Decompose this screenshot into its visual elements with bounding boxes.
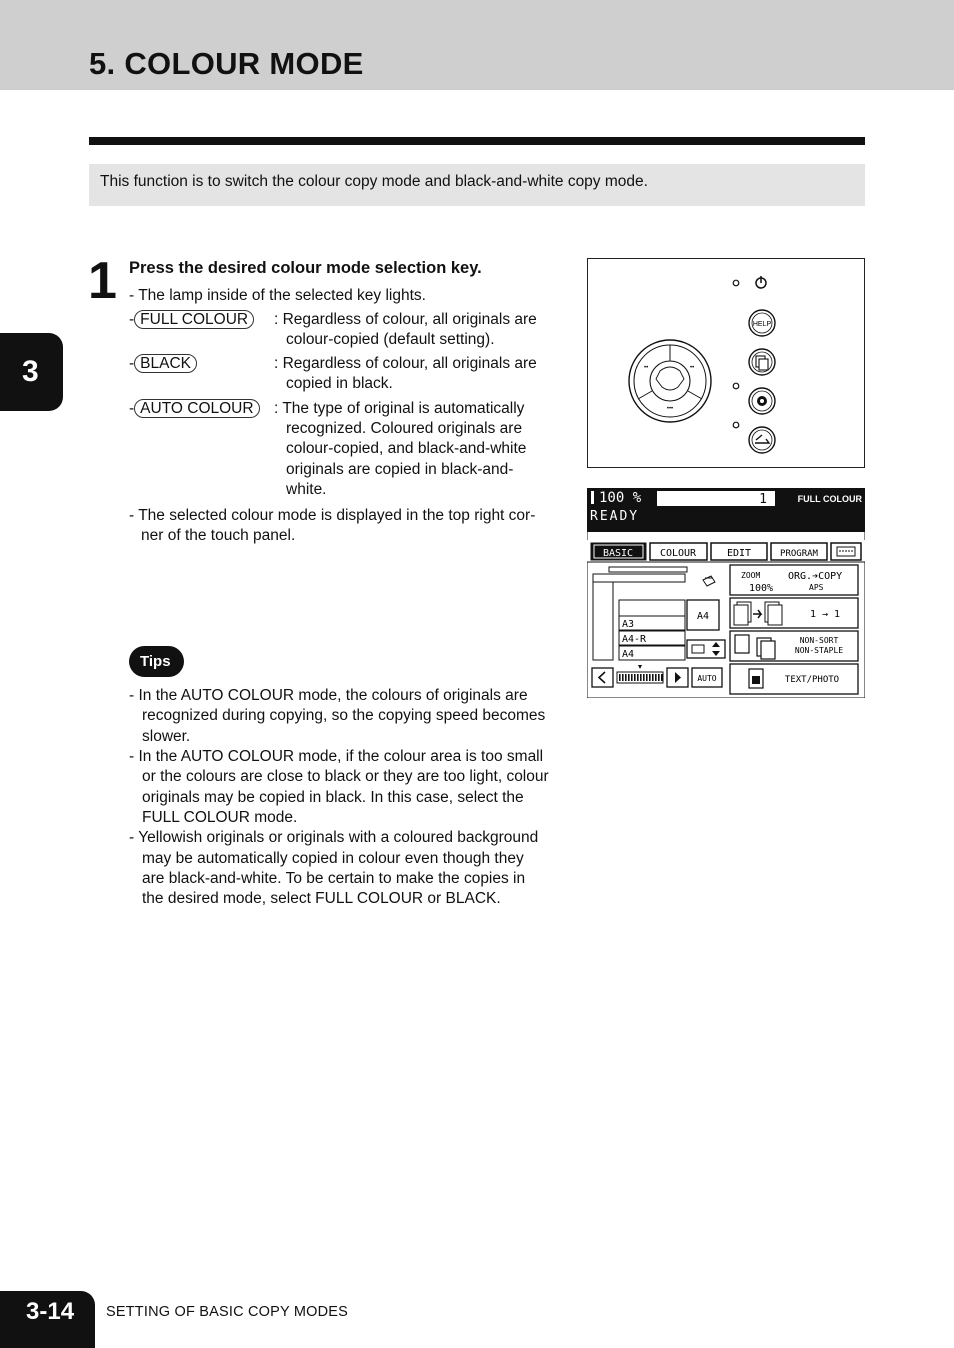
- exposure-tick: [637, 674, 639, 681]
- sort-staple-button[interactable]: [730, 631, 858, 661]
- step-number: 1: [88, 252, 117, 310]
- exposure-tick: [658, 674, 660, 681]
- key-full-colour: [129, 310, 254, 330]
- duplex-value: 1 → 1: [809, 609, 841, 620]
- key-auto-colour: [129, 399, 260, 419]
- tips-badge: [129, 646, 184, 677]
- tip-2-line-3: originals may be copied in black. In this case, select the: [142, 789, 524, 806]
- exposure-tick: [640, 674, 642, 681]
- exposure-tick: [643, 674, 645, 681]
- key-prefix: -: [129, 400, 135, 417]
- exposure-darker-button[interactable]: [667, 668, 688, 687]
- control-panel-illustration: [587, 258, 865, 468]
- exposure-tick: [622, 674, 624, 681]
- tip-3-line-2: may be automatically copied in colour even though they: [142, 850, 524, 867]
- dial-mark: ••: [644, 365, 649, 371]
- duplex-button[interactable]: [730, 598, 858, 628]
- auto-colour-desc-3: colour-copied, and black-and-white: [286, 440, 527, 457]
- auto-colour-desc-4: originals are copied in black-and-: [286, 461, 514, 478]
- exposure-tick: [628, 674, 630, 681]
- original-mode-button[interactable]: [730, 664, 858, 694]
- tab-basic-label: BASIC: [602, 548, 634, 559]
- exposure-tick: [661, 674, 663, 681]
- lamp-note: - The lamp inside of the selected key lights.: [129, 287, 426, 304]
- lamp-indicator: [733, 422, 739, 428]
- zoom-org-copy-button[interactable]: [730, 565, 858, 595]
- black-key[interactable]: [749, 388, 775, 414]
- tray-a4-label: A4: [622, 649, 635, 660]
- auto-colour-desc-5: white.: [286, 481, 327, 498]
- colour-balance-dial[interactable]: [629, 340, 711, 422]
- tab-edit-label: EDIT: [726, 548, 752, 559]
- lamp-indicator: [733, 383, 739, 389]
- copy-count: 1: [759, 492, 767, 507]
- full-colour-desc-1: : Regardless of colour, all originals are: [274, 311, 537, 328]
- tip-1-line-1: - In the AUTO COLOUR mode, the colours of originals are: [129, 687, 528, 704]
- exposure-tick: [625, 674, 627, 681]
- auto-exposure-button[interactable]: [692, 668, 722, 687]
- exposure-tick: [652, 674, 654, 681]
- tip-1-line-3: slower.: [142, 728, 191, 745]
- tip-1-line-2: recognized during copying, so the copying speed becomes: [142, 707, 546, 724]
- tab-program-label: PROGRAM: [780, 549, 818, 559]
- zoom-label: ZOOM: [741, 571, 761, 580]
- key-black: [129, 354, 197, 374]
- exposure-lighter-button[interactable]: [592, 668, 613, 687]
- tray-a3-label: A3: [622, 619, 635, 630]
- page-number-tab: [0, 1291, 95, 1348]
- exposure-tick: [619, 674, 621, 681]
- chapter-number: 3: [22, 355, 39, 388]
- selected-size: A4: [696, 611, 710, 622]
- power-icon: [756, 276, 766, 288]
- black-key-label: BLACK: [134, 354, 197, 373]
- tab-colour[interactable]: [650, 543, 707, 560]
- selected-size-box[interactable]: [687, 600, 719, 630]
- stack-icon: [735, 635, 749, 653]
- tray-a4r-label: A4-R: [622, 634, 647, 645]
- dial-mark: ••: [690, 365, 695, 371]
- black-desc-2: copied in black.: [286, 375, 393, 392]
- exposure-tick: [646, 674, 648, 681]
- exposure-tick: [655, 674, 657, 681]
- tab-program[interactable]: [771, 543, 827, 560]
- tab-colour-label: COLOUR: [659, 548, 697, 559]
- tip-2-line-1: - In the AUTO COLOUR mode, if the colour area is too small: [129, 748, 544, 765]
- full-colour-key-label: FULL COLOUR: [134, 310, 254, 329]
- lamp-indicator: [733, 280, 739, 286]
- exposure-tick: [631, 674, 633, 681]
- display-note-2: ner of the touch panel.: [141, 527, 296, 544]
- auto-colour-desc-1: : The type of original is automatically: [274, 400, 525, 417]
- tray-a4[interactable]: [619, 646, 685, 660]
- tip-2-line-2: or the colours are close to black or they are too light, colour: [142, 768, 549, 785]
- exposure-tick: [649, 674, 651, 681]
- intro-text: This function is to switch the colour copy mode and black-and-white copy mode.: [100, 173, 648, 190]
- zoom-readout: 100 %: [599, 490, 642, 506]
- auto-colour-desc-2: recognized. Coloured originals are: [286, 420, 523, 437]
- full-colour-key[interactable]: [749, 349, 775, 375]
- tips-label: Tips: [140, 653, 171, 670]
- org-copy-label: ORG.➔COPY: [788, 571, 843, 582]
- dial-mark: •••: [666, 406, 674, 412]
- full-colour-desc-2: colour-copied (default setting).: [286, 331, 495, 348]
- key-prefix: -: [129, 355, 135, 372]
- help-button[interactable]: [749, 310, 775, 336]
- help-label: HELP: [752, 321, 772, 328]
- auto-colour-key[interactable]: [749, 427, 775, 453]
- black-desc-1: : Regardless of colour, all originals are: [274, 355, 537, 372]
- tray-select-stepper[interactable]: [687, 640, 725, 658]
- sort-line-2: NON-STAPLE: [794, 646, 844, 655]
- display-note-1: - The selected colour mode is displayed in the top right cor-: [129, 507, 536, 524]
- key-prefix: -: [129, 311, 135, 328]
- tip-3-line-1: - Yellowish originals or originals with a coloured background: [129, 829, 539, 846]
- tip-3-line-3: are black-and-white. To be certain to make the copies in: [142, 870, 526, 887]
- auto-colour-key-label: AUTO COLOUR: [134, 399, 259, 418]
- tab-basic[interactable]: [591, 543, 646, 560]
- tab-keypad-icon[interactable]: [831, 543, 861, 560]
- tip-3-line-4: the desired mode, select FULL COLOUR or BLACK.: [142, 890, 501, 907]
- exposure-tick: [634, 674, 636, 681]
- touch-panel-illustration: [587, 488, 865, 698]
- footer-section-title: SETTING OF BASIC COPY MODES: [106, 1304, 349, 1320]
- aps-label: APS: [809, 583, 824, 592]
- tray-a4r[interactable]: [619, 631, 685, 645]
- zoom-value: 100%: [749, 583, 774, 594]
- page-title: 5. COLOUR MODE: [89, 46, 364, 81]
- original-mode-label: TEXT/PHOTO: [784, 675, 840, 685]
- intro-box: [89, 164, 865, 206]
- step-heading: Press the desired colour mode selection key.: [129, 259, 482, 277]
- chapter-tab: [0, 333, 63, 411]
- sort-line-1: NON-SORT: [799, 636, 839, 645]
- status-text: READY: [590, 509, 640, 524]
- tip-2-line-4: FULL COLOUR mode.: [142, 809, 298, 826]
- auto-exposure-label: AUTO: [697, 674, 717, 683]
- tab-edit[interactable]: [711, 543, 767, 560]
- tray-a3[interactable]: [619, 616, 685, 630]
- title-rule: [89, 137, 865, 145]
- mode-indicator: FULL COLOUR: [797, 494, 862, 504]
- page-number: 3-14: [26, 1298, 75, 1325]
